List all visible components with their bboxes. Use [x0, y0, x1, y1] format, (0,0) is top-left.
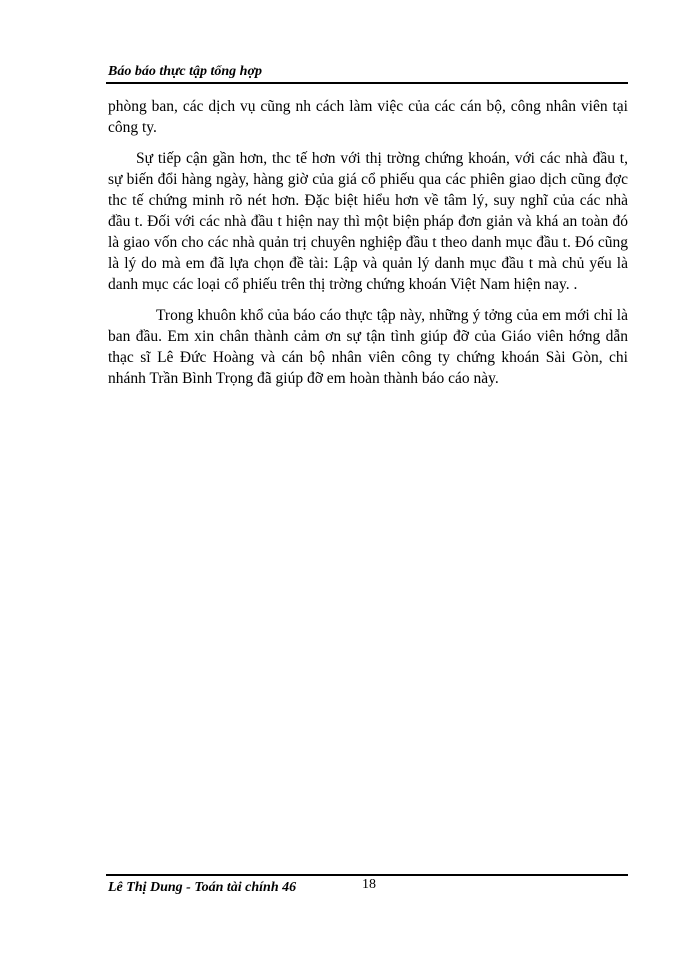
footer-author: Lê Thị Dung - Toán tài chính 46	[108, 880, 297, 895]
footer-divider	[106, 874, 628, 876]
paragraph-approach: Sự tiếp cận gần hơn, thc tế hơn với thị trờng chứng khoán, với các nhà đầu t, sự biến đổi hàng ngày, hàng giờ của giá cổ phiếu qua các phiên giao dịch cũng đợc thc tế chứng minh rõ nét hơn. Đặc biệt hiểu hơn về tâm lý, suy nghĩ của các nhà đầu t. Đối với các nhà đầu t hiện nay thì một biện pháp đơn giản và khá an toàn đó là giao vốn cho các nhà quản trị chuyên nghiệp đầu t theo danh mục đầu t. Đó cũng là lý do mà em đã lựa chọn đề tài: Lập và quản lý danh mục đầu t mà chủ yếu là danh mục các loại cổ phiếu trên thị trờng chứng khoán Việt Nam hiện nay. .	[108, 150, 628, 293]
page-header-title: Báo báo thực tập tổng hợp	[108, 64, 262, 79]
page-number: 18	[362, 877, 376, 892]
paragraph-acknowledgement: Trong khuôn khổ của báo cáo thực tập này, những ý tởng của em mới chỉ là ban đầu. Em xin chân thành cảm ơn sự tận tình giúp đỡ của Giáo viên hớng dẫn thạc sĩ Lê Đức Hoàng và cán bộ nhân viên công ty chứng khoán Sài Gòn, chi nhánh Trần Bình Trọng đã giúp đỡ em hoàn thành báo cáo này.	[108, 307, 628, 387]
header-divider	[106, 82, 628, 84]
paragraph-continuation: phòng ban, các dịch vụ cũng nh cách làm việc của các cán bộ, công nhân viên tại công ty.	[108, 98, 628, 136]
document-body	[108, 96, 628, 399]
